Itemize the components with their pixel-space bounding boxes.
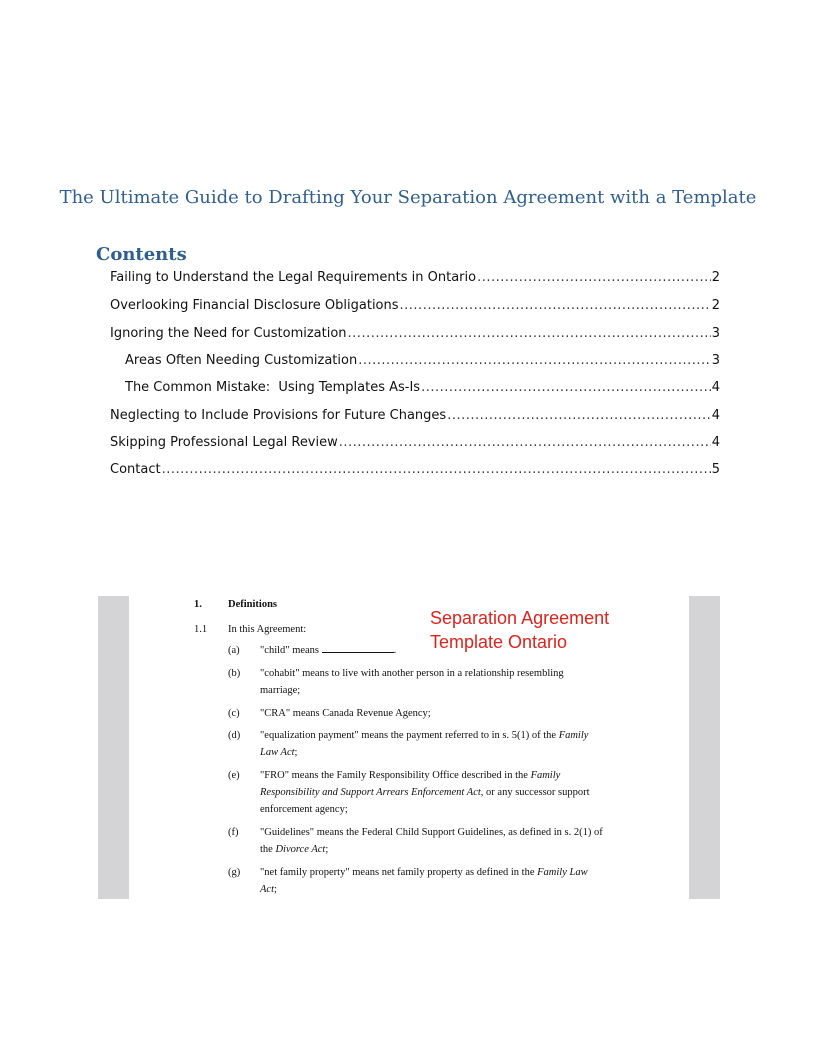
toc-leader-dots (348, 325, 711, 343)
item-label: (b) (228, 668, 241, 679)
image-side-bar-left (98, 596, 129, 899)
toc-entry-text: The Common Mistake: Using Templates As-Is (125, 380, 421, 395)
definition-line (260, 727, 588, 744)
definition-line: "CRA" means Canada Revenue Agency; (260, 708, 431, 719)
toc-entry-future-changes[interactable] (110, 407, 720, 425)
embedded-template-image (98, 596, 721, 899)
toc-entry-text: Contact (110, 462, 161, 477)
toc-entry-text: Failing to Understand the Legal Requirements in Ontario (110, 270, 477, 285)
toc-entry-text: Neglecting to Include Provisions for Future Changes (110, 408, 447, 423)
toc-page-number: 5 (711, 462, 720, 477)
item-label: (c) (228, 708, 240, 719)
toc-page-number: 4 (711, 380, 720, 395)
definition-end: . (393, 645, 397, 656)
toc-page-number: 4 (711, 408, 720, 423)
toc-entry-customization[interactable] (110, 325, 720, 343)
toc-page-number: 4 (711, 435, 720, 450)
definition-line (260, 767, 560, 784)
fill-in-blank (322, 642, 394, 653)
toc-page-number: 3 (711, 326, 720, 341)
toc-page-number: 3 (711, 353, 720, 368)
toc-entry-areas-customization[interactable] (125, 352, 720, 370)
item-label: (e) (228, 770, 240, 781)
toc-leader-dots (358, 352, 711, 370)
definition-text: , or any successor support (480, 787, 590, 798)
toc-entry-text: Overlooking Financial Disclosure Obligations (110, 298, 399, 313)
toc-entry-text: Ignoring the Need for Customization (110, 326, 347, 341)
toc-entry-contact[interactable] (110, 461, 720, 479)
item-label: (d) (228, 730, 241, 741)
statute-name: Law Act (260, 747, 295, 758)
statute-name: Family (530, 770, 561, 781)
statute-name: Responsibility and Support Arrears Enforcement Act (260, 787, 481, 798)
statute-name: Family Law (537, 867, 588, 878)
definition-text: "child" means (260, 645, 320, 656)
toc-entry-text: Areas Often Needing Customization (125, 353, 358, 368)
document-title: The Ultimate Guide to Drafting Your Separation Agreement with a Template (59, 187, 757, 208)
toc-leader-dots (339, 434, 711, 452)
toc-page-number: 2 (711, 270, 720, 285)
definition-text: "FRO" means the Family Responsibility Office described in the (260, 770, 528, 781)
image-overlay-caption (430, 606, 650, 654)
definition-end: ; (325, 844, 329, 855)
overlay-line: Template Ontario (430, 632, 568, 652)
toc-leader-dots (477, 269, 711, 287)
section-title: Definitions (228, 599, 278, 610)
item-label: (f) (228, 827, 239, 838)
item-label: (a) (228, 645, 240, 656)
toc-entry-text: Skipping Professional Legal Review (110, 435, 338, 450)
toc-leader-dots (421, 379, 711, 397)
statute-name: Act (260, 884, 274, 895)
definition-line (260, 744, 297, 761)
toc-leader-dots (400, 297, 711, 315)
definition-text: "net family property" means net family property as defined in the (260, 867, 535, 878)
overlay-line: Separation Agreement (430, 608, 610, 628)
definition-text: "equalization payment" means the payment referred to in s. 5(1) of the (260, 730, 557, 741)
definition-line (260, 881, 277, 898)
toc-leader-dots (447, 407, 711, 425)
definition-text: the (260, 844, 273, 855)
definition-line: marriage; (260, 685, 301, 696)
definition-line (260, 841, 328, 858)
definition-line: "Guidelines" means the Federal Child Support Guidelines, as defined in s. 2(1) of (260, 827, 603, 838)
toc-heading: Contents (96, 244, 187, 265)
toc-leader-dots (162, 461, 711, 479)
definition-line (260, 784, 590, 801)
clause-number: 1.1 (194, 624, 208, 635)
definition-line: enforcement agency; (260, 804, 348, 815)
toc-page-number: 2 (711, 298, 720, 313)
item-label: (g) (228, 867, 241, 878)
clause-intro: In this Agreement: (228, 624, 307, 635)
toc-entry-financial-disclosure[interactable] (110, 297, 720, 315)
toc-entry-legal-requirements[interactable] (110, 269, 720, 287)
toc-entry-legal-review[interactable] (110, 434, 720, 452)
toc-entry-common-mistake[interactable] (125, 379, 720, 397)
definition-end: ; (294, 747, 298, 758)
statute-name: Family (558, 730, 589, 741)
image-side-bar-right (689, 596, 720, 899)
statute-name: Divorce Act (275, 844, 326, 855)
definition-line: "cohabit" means to live with another person in a relationship resembling (260, 668, 564, 679)
definition-end: ; (274, 884, 277, 895)
definition-child (260, 642, 396, 659)
definition-line (260, 864, 588, 881)
section-number: 1. (194, 599, 202, 610)
